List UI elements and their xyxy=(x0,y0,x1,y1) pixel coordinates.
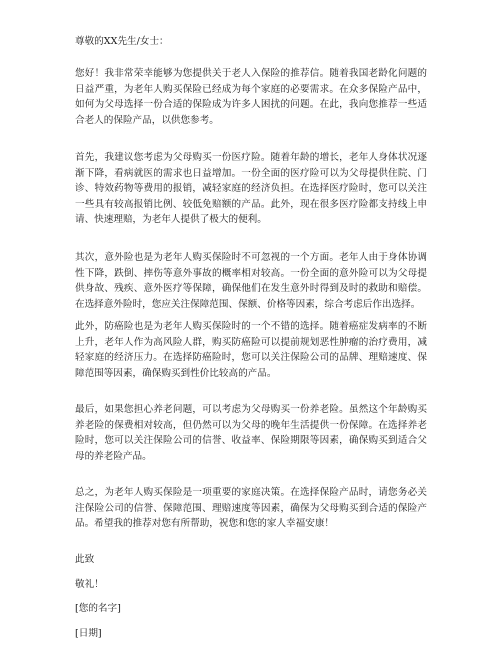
signature-date: [日期] xyxy=(75,628,102,639)
salutation: 尊敬的XX先生/女士： xyxy=(75,36,169,47)
paragraph-accident-insurance: 其次，意外险也是为老年人购买保险时不可忽视的一个方面。老年人由于身体协调性下降，跌倒、摔伤等意外事故的概率相对较高。一份全面的意外险可以为父母提供身故、残疾、意外医疗等保障，确保他们在发生意外时得到及时的救助和赔偿。在选择意外险时，您应关注保障范围、保额、价格等因素，综合考虑后作出选择。 xyxy=(75,252,427,310)
paragraph-intro: 您好！我非常荣幸能够为您提供关于老人入保险的推荐信。随着我国老龄化问题的日益严重，为老年人购买保险已经成为每个家庭的必要需求。在众多保险产品中，如何为父母选择一份合适的保险成为许多人困扰的问题。在此，我向您推荐一些适合老人的保险产品，以供您参考。 xyxy=(75,68,427,126)
signature-name: [您的名字] xyxy=(75,603,121,614)
closing-line-2: 敬礼！ xyxy=(75,579,104,590)
paragraph-medical-insurance: 首先，我建议您考虑为父母购买一份医疗险。随着年龄的增长，老年人身体状况逐渐下降，看病就医的需求也日益增加。一份全面的医疗险可以为父母提供住院、门诊、特效药物等费用的报销，减轻家庭的经济负担。在选择医疗险时，您可以关注一些具有较高报销比例、较低免赔额的产品。此外，现在很多医疗险都支持线上申请、快速理赔，为老年人提供了极大的便利。 xyxy=(75,152,427,225)
closing-line-1: 此致 xyxy=(75,554,95,565)
paragraph-cancer-insurance: 此外，防癌险也是为老年人购买保险时的一个不错的选择。随着癌症发病率的不断上升，老年人作为高风险人群，购买防癌险可以提前规划恶性肿瘤的治疗费用，减轻家庭的经济压力。在选择防癌险时，您可以关注保险公司的品牌、理赔速度、保障范围等因素，确保购买到性价比较高的产品。 xyxy=(75,321,427,379)
paragraph-conclusion: 总之，为老年人购买保险是一项重要的家庭决策。在选择保险产品时，请您务必关注保险公司的信誉、保障范围、理赔速度等因素，确保为父母购买到合适的保险产品。希望我的推荐对您有所帮助，祝您和您的家人幸福安康！ xyxy=(75,487,427,529)
paragraph-pension-insurance: 最后，如果您担心养老问题，可以考虑为父母购买一份养老险。虽然这个年龄购买养老险的保费相对较高，但仍然可以为父母的晚年生活提供一份保障。在选择养老险时，您可以关注保险公司的信誉、收益率、保险期限等因素，确保购买到适合父母的养老险产品。 xyxy=(75,404,427,462)
